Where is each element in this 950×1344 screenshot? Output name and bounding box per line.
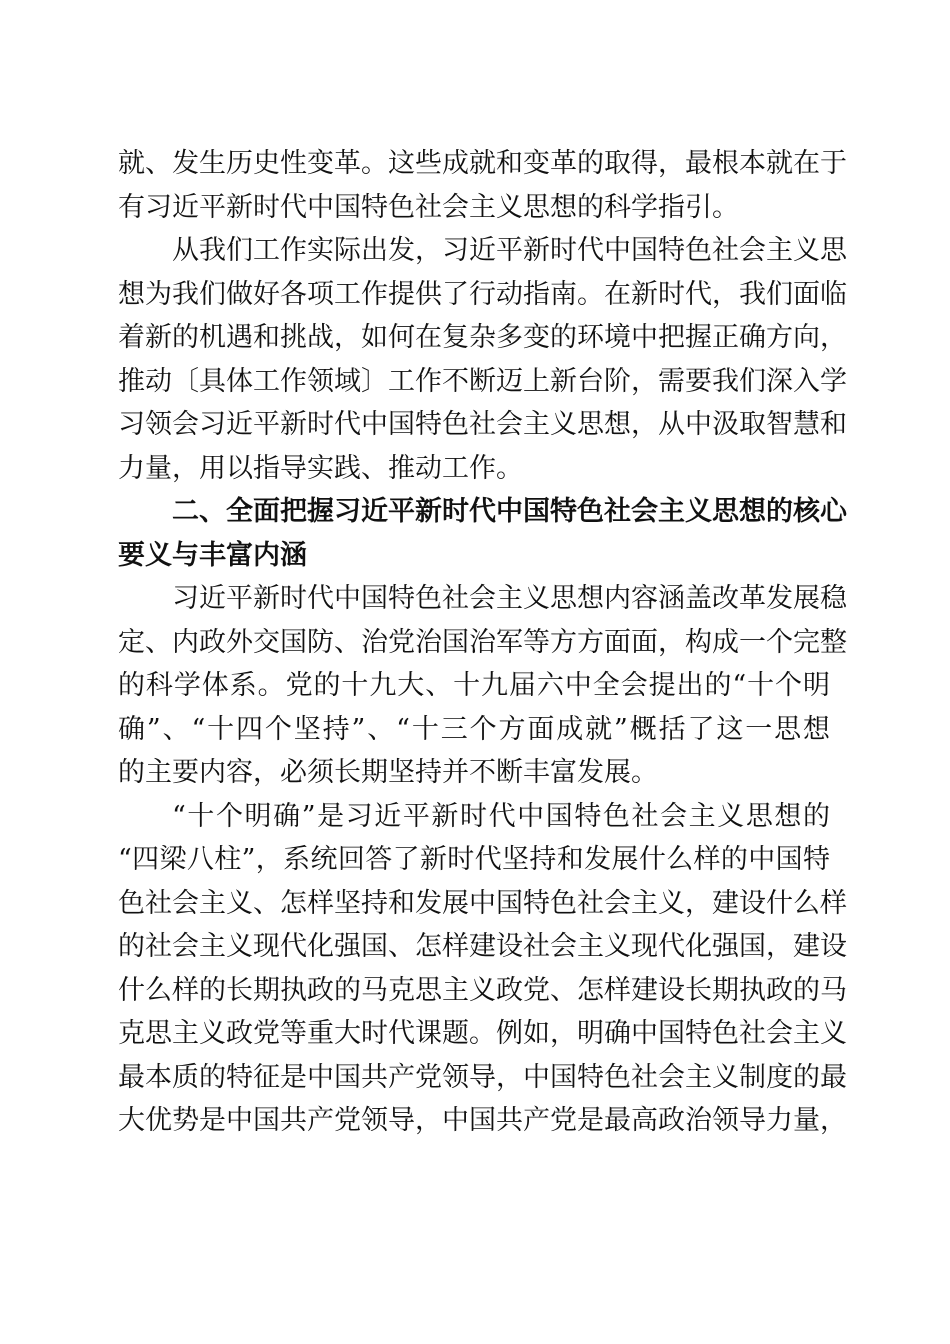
text-line: 习近平新时代中国特色社会主义思想内容涵盖改革发展稳 <box>172 583 847 614</box>
text-line: 的社会主义现代化强国、怎样建设社会主义现代化强国，建设 <box>118 931 847 962</box>
text-line: 着新的机遇和挑战，如何在复杂多变的环境中把握正确方向， <box>118 322 847 353</box>
document-body <box>118 142 847 1143</box>
text-line: 大优势是中国共产党领导，中国共产党是最高政治领导力量， <box>118 1105 847 1136</box>
text-line: 确”、“十四个坚持”、“十三个方面成就”概括了这一思想 <box>118 713 830 745</box>
text-line: 的科学体系。党的十九大、十九届六中全会提出的“十个明 <box>118 670 830 701</box>
text-line: 什么样的长期执政的马克思主义政党、怎样建设长期执政的马 <box>118 974 847 1006</box>
text-line: 推动〔具体工作领域〕工作不断迈上新台阶，需要我们深入学 <box>118 365 847 397</box>
text-line: 定、内政外交国防、治党治国治军等方方面面，构成一个完整 <box>118 626 847 658</box>
paragraph-1 <box>118 142 847 229</box>
heading-line: 二、全面把握习近平新时代中国特色社会主义思想的核心 <box>172 496 847 527</box>
heading-line: 要义与丰富内涵 <box>118 539 307 571</box>
paragraph-2 <box>118 229 847 490</box>
text-line: 最本质的特征是中国共产党领导，中国特色社会主义制度的最 <box>118 1061 847 1093</box>
text-line: 习领会习近平新时代中国特色社会主义思想，从中汲取智慧和 <box>118 409 847 440</box>
text-line: 想为我们做好各项工作提供了行动指南。在新时代，我们面临 <box>118 278 847 310</box>
section-heading <box>118 490 847 577</box>
text-line: 克思主义政党等重大时代课题。例如，明确中国特色社会主义 <box>118 1018 847 1049</box>
paragraph-4 <box>118 795 847 1143</box>
paragraph-3 <box>118 577 847 795</box>
text-line: 有习近平新时代中国特色社会主义思想的科学指引。 <box>118 191 739 223</box>
text-line: 就、发生历史性变革。这些成就和变革的取得，最根本就在于 <box>118 148 847 179</box>
text-line: 从我们工作实际出发，习近平新时代中国特色社会主义思 <box>172 235 847 266</box>
text-line: “四梁八柱”，系统回答了新时代坚持和发展什么样的中国特 <box>118 844 830 875</box>
text-line: 色社会主义、怎样坚持和发展中国特色社会主义，建设什么样 <box>118 887 847 919</box>
text-line: 的主要内容，必须长期坚持并不断丰富发展。 <box>118 757 658 788</box>
text-line: 力量，用以指导实践、推动工作。 <box>118 452 523 484</box>
text-line: “十个明确”是习近平新时代中国特色社会主义思想的 <box>172 800 830 832</box>
